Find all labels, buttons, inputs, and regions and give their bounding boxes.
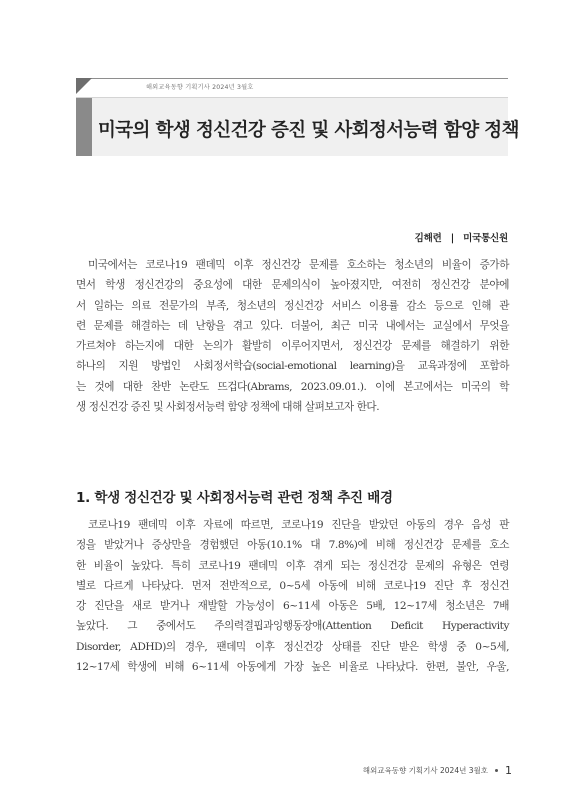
paragraph-line: 12~17세 학생에 비해 6~11세 아동에게 가장 높은 비율로 나타났다. 한편, 불안, 우울, [76, 660, 509, 673]
paragraph-line: 코로나19 팬데믹 이후 자료에 따르면, 코로나19 진단을 받았던 아동의 경우 음성 판 [88, 519, 509, 531]
banner-side-bar [76, 98, 92, 156]
page-footer [363, 764, 512, 777]
paragraph-line: 강 진단을 새로 받거나 재발할 가능성이 6~11세 아동은 5배, 12~17세 청소년은 7배 [76, 600, 509, 612]
intro-paragraph [76, 255, 509, 417]
paragraph-line: 하나의 지원 방법인 사회정서학습(social-emotional learning)을 교육과정에 포함하 [76, 360, 509, 373]
page-number: 1 [505, 764, 512, 777]
title-banner [76, 78, 519, 156]
paragraph-line: 서 일하는 의료 전문가의 부족, 청소년의 정신건강 서비스 이용률 감소 등으로 인해 관 [76, 299, 509, 312]
paragraph-line: 가르쳐야 하는지에 대한 논의가 활발히 이루어지면서, 정신건강 문제를 해결하기 위한 [76, 340, 509, 352]
paragraph-line: 면서 학생 정신건강의 중요성에 대한 문제의식이 높아졌지만, 여전히 정신건강 분야에 [76, 279, 509, 292]
page-title: 미국의 학생 정신건강 증진 및 사회정서능력 함양 정책 [98, 120, 519, 141]
section-heading: 1. 학생 정신건강 및 사회정서능력 관련 정책 추진 배경 [76, 490, 393, 506]
author-affiliation: 미국통신원 [463, 233, 508, 244]
paragraph-line: Disorder, ADHD)의 경우, 팬데믹 이후 정신건강 상태를 진단 받은 학생 중 0~5세, [76, 640, 509, 653]
author-name: 김해련 [414, 233, 442, 244]
paragraph-line: 높았다. 그 중에서도 주의력결핍과잉행동장애(Attention Deficit Hyperactivity [76, 620, 509, 633]
paragraph-line: 정을 받았거나 증상만을 경험했던 아동(10.1% 대 7.8%)에 비해 정신건강 문제를 호소 [76, 539, 509, 552]
paragraph-line: 는 것에 대한 찬반 논란도 뜨겁다(Abrams, 2023.09.01.). 이에 본고에서는 미국의 학 [76, 380, 509, 393]
paragraph-line: 생 정신건강 증진 및 사회정서능력 함양 정책에 대해 살펴보고자 한다. [76, 400, 380, 413]
banner-top-strip [76, 78, 508, 98]
byline [415, 230, 508, 244]
byline-separator: | [450, 233, 454, 244]
paragraph-line: 별로 다르게 나타났다. 먼저 전반적으로, 0~5세 아동에 비해 코로나19 진단 후 정신건 [76, 579, 509, 592]
footer-publication: 해외교육동향 기획기사 2024년 3월호 [362, 766, 488, 775]
footer-bullet-icon [495, 769, 498, 772]
paragraph-line: 련 문제를 해결하는 데 난항을 겪고 있다. 더불어, 최근 미국 내에서는 교실에서 무엇을 [76, 319, 509, 332]
paragraph-line: 한 비율이 높았다. 특히 코로나19 팬데믹 이후 겪게 되는 정신건강 문제의 유형은 연령 [76, 559, 509, 572]
issue-label: 해외교육동향 기획기사 2024년 3월호 [146, 84, 254, 91]
paragraph-line: 미국에서는 코로나19 팬데믹 이후 정신건강 문제를 호소하는 청소년의 비율이 증가하 [88, 259, 509, 271]
banner-corner-decoration [76, 78, 92, 94]
section-paragraph [76, 515, 509, 677]
